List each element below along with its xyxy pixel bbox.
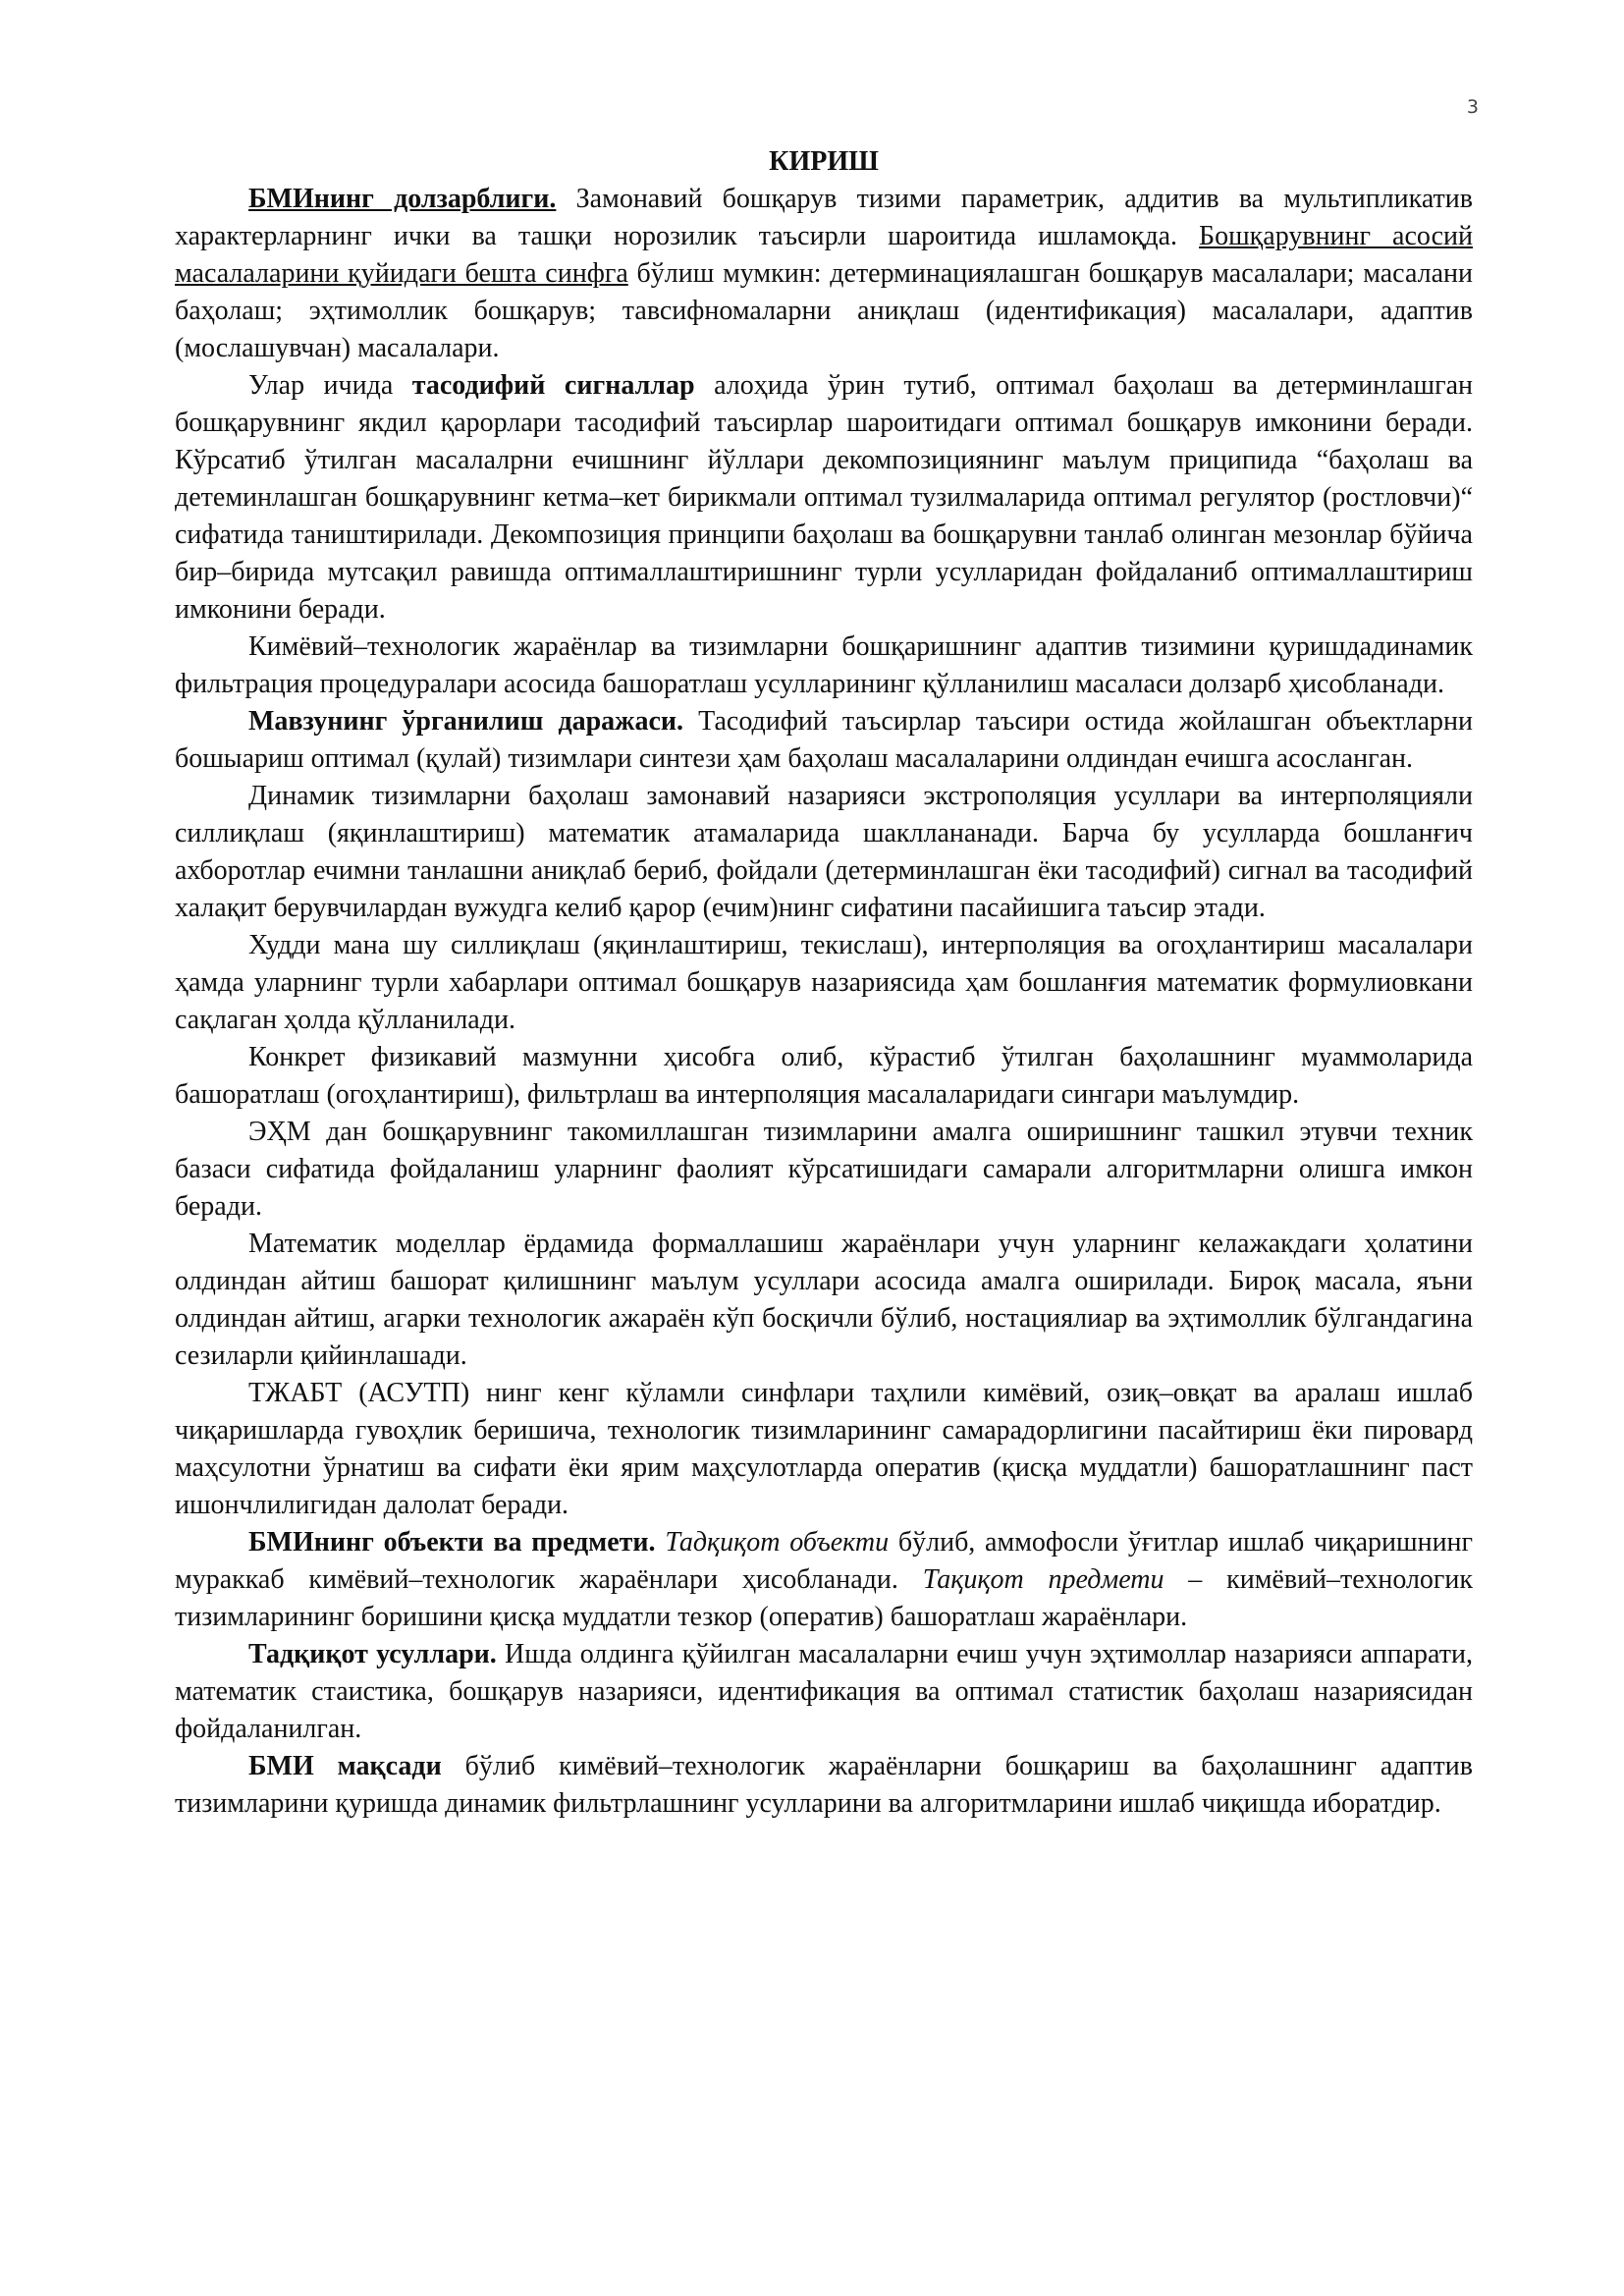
paragraph-object-subject <box>175 1524 1473 1636</box>
paragraph-research-methods <box>175 1636 1473 1748</box>
paragraph-text: бўлиб кимёвий–технологик жараёнларни бошқариш ва баҳолашнинг адаптив тизимларини қуришда динамик фильтрлашнинг усулларини ва алгоритмларини ишлаб чиқишда иборатдир. <box>175 1751 1473 1819</box>
paragraph-asutp <box>175 1375 1473 1524</box>
heading-study-level: Мавзунинг ўрганилиш даражаси. <box>248 706 684 737</box>
page-title: КИРИШ <box>769 146 879 177</box>
paragraph-text: Математик моделлар ёрдамида формаллашиш жараёнлари учун уларнинг келажакдаги ҳолатини олдиндан айтиш башорат қилишнинг маълум усуллари асосида амалга оширилади. Бироқ масала, яъни олдиндан айтиш, агарки технологик ажараён кўп босқичли бўлиб, ностациялиар ва эҳтимоллик бўлгандагина сезиларли қийинлашади. <box>175 1229 1473 1371</box>
paragraph-text: Замонавий бошқарув тизими параметрик, аддитив ва мультипликатив характерларнинг ички ва ташқи норозилик таъсирли шароитида ишламоқда. <box>175 184 1473 251</box>
paragraph-text: бўлиб, аммофосли ўғитлар ишлаб чиқаришнинг мураккаб кимёвий–технологик жараёнлари ҳисобланади. <box>175 1527 1474 1595</box>
paragraph-relevance <box>175 181 1473 367</box>
paragraph-text: Конкрет физикавий мазмунни ҳисобга олиб, кўрастиб ўтилган баҳолашнинг муаммоларида башоратлаш (огоҳлантириш), фильтрлаш ва интерполяция масалаларидаги сингари маълумдир. <box>175 1042 1473 1110</box>
paragraph-study-level <box>175 703 1473 778</box>
paragraph-text: Тасодифий таъсирлар таъсири остида жойлашган объектларни бошыариш оптимал (қулай) тизимлари синтези ҳам баҳолаш масалаларини олдиндан ечишга асосланган. <box>175 706 1473 774</box>
italic-term: Тадқиқот объекти <box>665 1527 890 1558</box>
heading-relevance: БМИнинг долзарблиги. <box>248 184 557 214</box>
italic-term: Тақиқот предмети – <box>922 1564 1203 1595</box>
document-body <box>175 143 1473 1823</box>
paragraph-text: Динамик тизимларни баҳолаш замонавий назарияси экстрополяция усуллари ва интерполяцияли силлиқлаш (яқинлаштириш) математик атамаларида шакллананади. Барча бу усулларда бошланғич ахборотлар ечимни танлашни аниқлаб бериб, фойдали (детерминлашган ёки тасодифий) сигнал ва тасодифий халақит берувчилардан вужудга келиб қарор (ечим)нинг сифатини пасайишига таъсир этади. <box>175 781 1473 923</box>
paragraph-text: Ишда олдинга қўйилган масалаларни ечиш учун эҳтимоллар назарияси аппарати, математик стаистика, бошқарув назарияси, идентификация ва оптимал статистик баҳолаш назариясидан фойдаланилган. <box>175 1639 1473 1744</box>
paragraph-goal <box>175 1748 1473 1823</box>
underlined-text: Бошқарувнинг асосий масалаларини қуйидаги бешта синфга <box>175 221 1473 289</box>
paragraph-physical-content <box>175 1039 1473 1114</box>
paragraph-text: бўлиш мумкин: детерминациялашган бошқарув масалалари; масалани баҳолаш; эҳтимоллик бошқарув; тавсифномаларни аниқлаш (идентификация) масалалари, адаптив (мослашувчан) масалалари. <box>175 258 1473 363</box>
paragraph-mathematical-models <box>175 1226 1473 1375</box>
page-number: 3 <box>1466 96 1479 118</box>
paragraph-random-signals <box>175 367 1473 629</box>
paragraph-text: ТЖАБТ (АСУТП) нинг кенг кўламли синфлари таҳлили кимёвий, озиқ–овқат ва аралаш ишлаб чиқаришларда гувоҳлик беришича, технологик тизимларининг самарадорлигини пасайтириш ёки пировард маҳсулотни ўрнатиш ва сифати ёки ярим маҳсулотларда оператив (қисқа муддатли) башоратлашнинг паст ишончлилигидан далолат беради. <box>175 1378 1473 1520</box>
bold-term: тасодифий сигналлар <box>411 370 695 401</box>
paragraph-text: Кимёвий–технологик жараёнлар ва тизимларни бошқаришнинг адаптив тизимини қуришдадинамик фильтрация процедуралари асосида башоратлаш усулларининг қўлланилиш масаласи долзарб ҳисобланади. <box>175 631 1473 699</box>
paragraph-adaptive-systems <box>175 629 1473 703</box>
paragraph-text: Улар ичида <box>248 370 412 401</box>
paragraph-text: кимёвий–технологик тизимларининг боришини қисқа муддатли тезкор (оператив) башоратлаш жараёнлари. <box>175 1564 1473 1632</box>
heading-object-subject: БМИнинг объекти ва предмети. <box>248 1527 656 1558</box>
paragraph-estimation-theory <box>175 778 1473 927</box>
paragraph-smoothing <box>175 927 1473 1039</box>
paragraph-text: Худди мана шу силлиқлаш (яқинлаштириш, текислаш), интерполяция ва огоҳлантириш масалалари ҳамда уларнинг турли хабарлари оптимал бошқарув назариясида ҳам бошланғия математик формулиовкани сақлаган ҳолда қўлланилади. <box>175 930 1473 1035</box>
paragraph-text: алоҳида ўрин тутиб, оптимал баҳолаш ва детерминлашган бошқарувнинг якдил қарорлари тасодифий таъсирлар шароитидаги оптимал бошқарув имконини беради. Кўрсатиб ўтилган масалалрни ечишнинг йўллари декомпозициянинг маълум приципида “баҳолаш ва детеминлашган бошқарувнинг кетма–кет бирикмали оптимал тузилмаларида оптимал регулятор (ростловчи)“ сифатида таништирилади. Декомпозиция принципи баҳолаш ва бошқарувни танлаб олинган мезонлар бўйича бир–бирида мутсақил равишда оптималлаштиришнинг турли усулларидан фойдаланиб оптималлаштириш имконини беради. <box>175 370 1474 625</box>
heading-research-methods: Тадқиқот усуллари. <box>248 1639 497 1669</box>
paragraph-text: ЭҲМ дан бошқарувнинг такомиллашган тизимларини амалга оширишнинг ташкил этувчи техник базаси сифатида фойдаланиш уларнинг фаолият кўрсатишидаги самарали алгоритмларни олишга имкон беради. <box>175 1117 1473 1222</box>
paragraph-computer-base <box>175 1114 1473 1226</box>
heading-goal: БМИ мақсади <box>248 1751 442 1781</box>
